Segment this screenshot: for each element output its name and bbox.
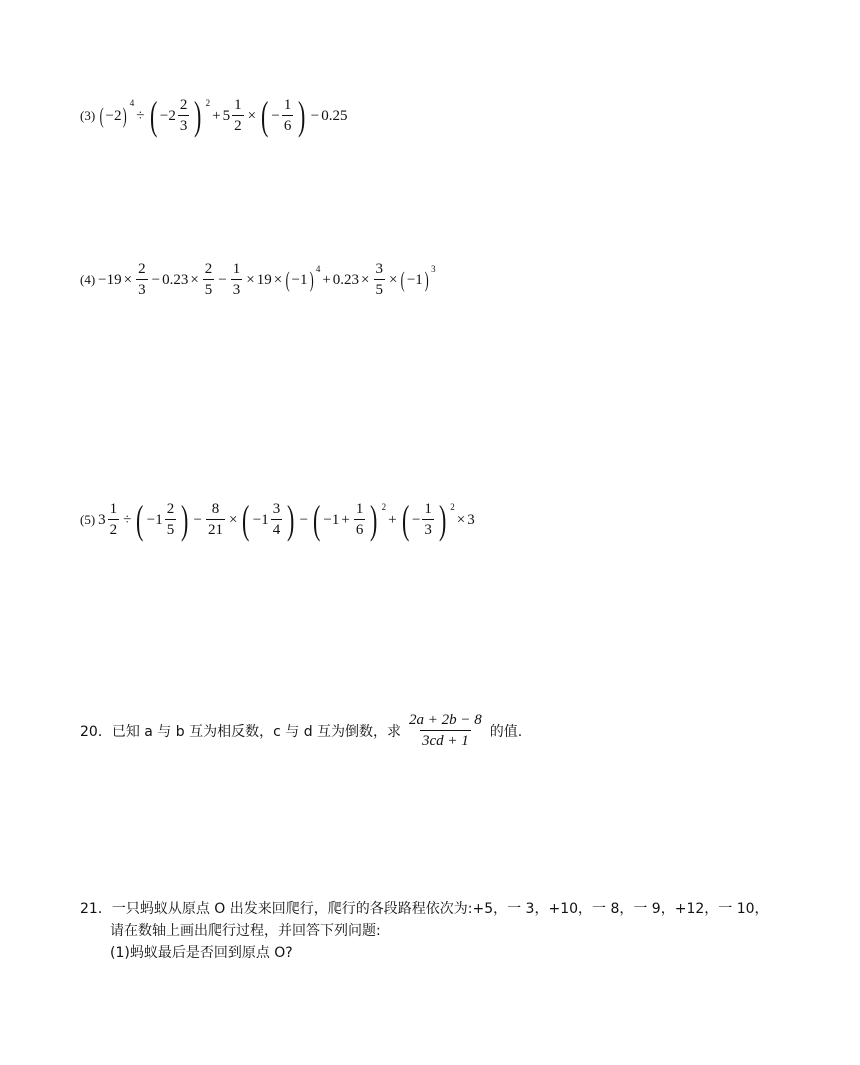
question-line	[80, 898, 800, 920]
fraction	[407, 713, 484, 749]
problem-label: (4)	[80, 272, 96, 287]
problem-5: (5) 3 $\frac{1}{2}$ ÷ ( −1 $\frac{2}{5}$ ) − $\frac{8}{21}$ × ( −1 $\frac{3}{4}$ ) − ( −1 + $\frac{1}{6}$ ) 2 + ( − $\frac{1}{3}$ ) 2 × 3	[80, 497, 475, 542]
question-text-end: 的值.	[489, 724, 523, 740]
problem-3: (3) ( −2 ) 4 ÷ ( −2 $\frac{2}{3}$ ) 2 + 5 $\frac{1}{2}$ × ( − $\frac{1}{6}$ ) − 0.25	[80, 93, 348, 138]
question-text: 已知 a 与 b 互为相反数，c 与 d 互为倒数，求	[111, 724, 402, 740]
paren-group: ( −2 )	[99, 103, 128, 128]
question-line: 请在数轴上画出爬行过程，并回答下列问题:	[110, 923, 381, 939]
problem-4: (4) −19 × $\frac{2}{3}$ − 0.23 × $\frac{2}{5}$ − $\frac{1}{3}$ × 19 × ( −1 ) 4 + 0.23 × $\frac{3}{5}$ × ( −1 ) 3	[80, 261, 436, 298]
question-text: 一只蚂蚁从原点 O 出发来回爬行，爬行的各段路程依次为:+5，一 3，+10，一 8，一 9，+12，一 10，	[111, 901, 769, 917]
fraction-numerator: 2a + 2b − 8	[409, 712, 482, 728]
question-21	[80, 898, 800, 964]
paren-group: ( −2 $\frac{2}{3}$ )	[149, 93, 202, 138]
question-number: 21．	[80, 901, 112, 917]
problem-label: (5)	[80, 512, 96, 527]
problem-label: (3)	[80, 108, 96, 123]
fraction-denominator: 3cd + 1	[420, 730, 471, 749]
paren-group: ( − $\frac{1}{6}$ )	[261, 93, 306, 138]
question-20	[80, 713, 522, 749]
question-number: 20．	[80, 724, 112, 740]
question-subpart: (1)蚂蚁最后是否回到原点 O?	[110, 945, 293, 961]
